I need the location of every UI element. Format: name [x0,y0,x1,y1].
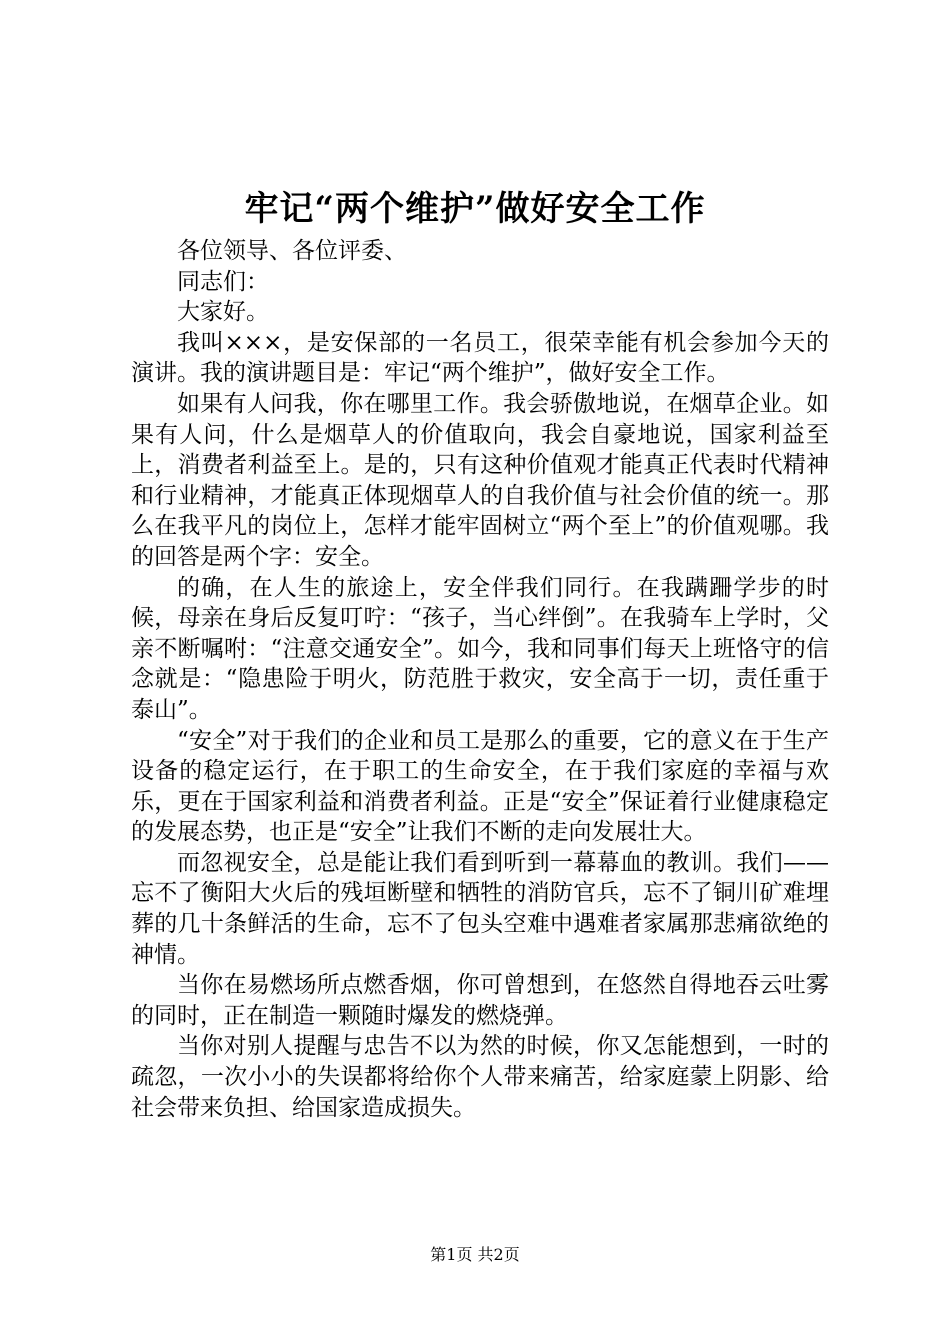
document-title: 牢记“两个维护”做好安全工作 [244,189,706,229]
page-number-footer: 第1页 共2页 [430,1245,520,1264]
paragraph-smoking: 当你在易燃场所点燃香烟，你可曾想到，在悠然自得地吞云吐雾的同时，正在制造一颗随时爆发的燃烧弹。 [131,972,829,1029]
paragraph-life-journey: 的确，在人生的旅途上，安全伴我们同行。在我蹒跚学步的时候，母亲在身后反复叮咛：“孩子，当心绊倒”。在我骑车上学时，父亲不断嘱咐：“注意交通安全”。如今，我和同事们每天上班恪守的信念就是：“隐患险于明火，防范胜于救灾，安全高于一切，责任重于泰山”。 [131,574,829,723]
paragraph-introduction: 我叫×××，是安保部的一名员工，很荣幸能有机会参加今天的演讲。我的演讲题目是：牢记“两个维护”，做好安全工作。 [131,329,829,387]
paragraph-lessons: 而忽视安全，总是能让我们看到听到一幕幕血的教训。我们——忘不了衡阳大火后的残垣断壁和牺牲的消防官兵，忘不了铜川矿难埋葬的几十条鲜活的生命，忘不了包头空难中遇难者家属那悲痛欲绝的神情。 [131,849,829,968]
paragraph-importance: “安全”对于我们的企业和员工是那么的重要，它的意义在于生产设备的稳定运行，在于职工的生命安全，在于我们家庭的幸福与欢乐，更在于国家利益和消费者利益。正是“安全”保证着行业健康稳定的发展态势，也正是“安全”让我们不断的走向发展壮大。 [131,727,829,846]
paragraph-greeting: 大家好。 [177,299,269,326]
document-body [131,236,829,1123]
paragraph-values: 如果有人问我，你在哪里工作。我会骄傲地说，在烟草企业。如果有人问，什么是烟草人的价值取向，我会自豪地说，国家利益至上，消费者利益至上。是的，只有这种价值观才能真正代表时代精神和行业精神，才能真正体现烟草人的自我价值与社会价值的统一。那么在我平凡的岗位上，怎样才能牢固树立“两个至上”的价值观哪。我的回答是两个字：安全。 [131,390,829,570]
paragraph-salutation-1: 各位领导、各位评委、 [177,238,407,264]
paragraph-salutation-2: 同志们： [177,268,269,295]
paragraph-negligence: 当你对别人提醒与忠告不以为然的时候，你又怎能想到，一时的疏忽，一次小小的失误都将给你个人带来痛苦，给家庭蒙上阴影、给社会带来负担、给国家造成损失。 [131,1033,829,1121]
